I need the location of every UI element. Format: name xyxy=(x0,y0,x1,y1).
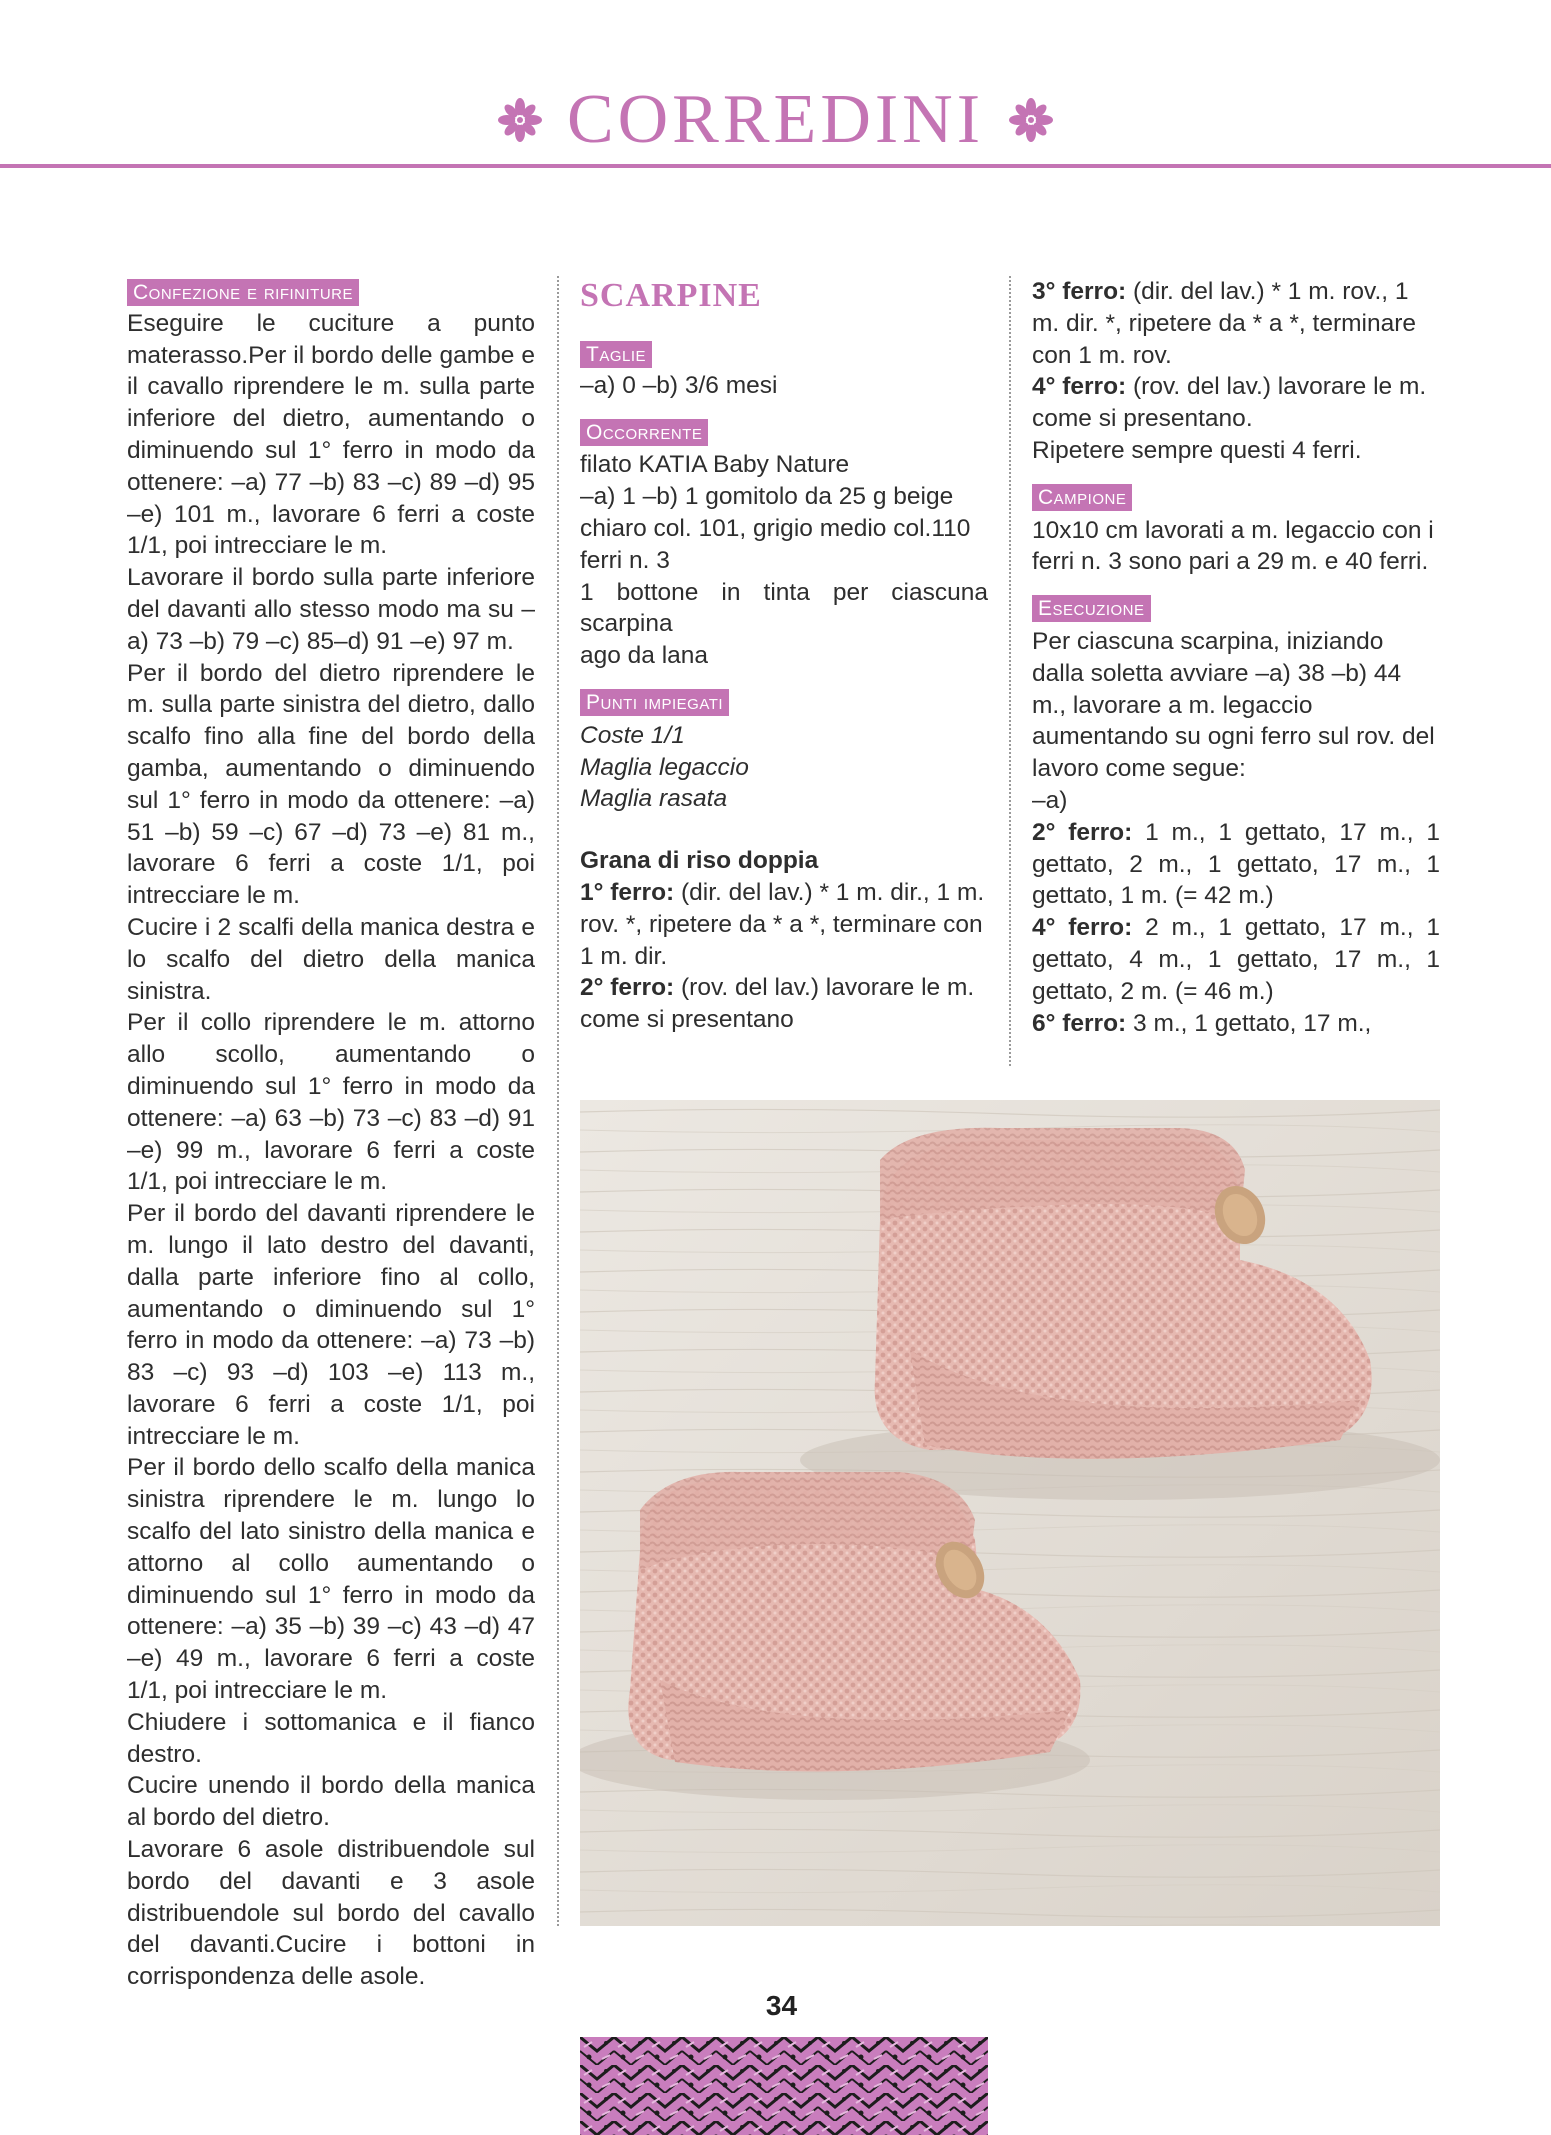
paragraph: Chiudere i sottomanica e il fianco destro. xyxy=(127,1708,535,1768)
row-text: 3 m., 1 gettato, 17 m., xyxy=(1126,1009,1372,1037)
decorative-pattern xyxy=(580,2037,988,2135)
section-label-occorrente: Occorrente xyxy=(580,419,708,446)
materials-line: filato KATIA Baby Nature xyxy=(580,451,850,479)
paragraph: Lavorare il bordo sulla parte inferiore del davanti allo stesso modo ma su –a) 73 –b) 79 –c) 85–d) 91 –e) 97 m. xyxy=(127,564,535,655)
paragraph: Per il bordo del davanti riprendere le m. lungo il lato destro del davanti, dalla parte inferiore fino al collo, aumentando o diminuendo sul 1° ferro in modo da ottenere: –a) 73 –b) 83 –c) 93 –d) 103 –e) 113 m., lavorare 6 ferri a coste 1/1, poi intrecciare le m. xyxy=(127,1200,535,1450)
size-marker: –a) xyxy=(1032,786,1068,814)
stitch-item: Maglia legaccio xyxy=(580,753,749,781)
paragraph: Per il bordo dello scalfo della manica sinistra riprendere le m. lungo lo scalfo del lato sinistro della manica e attorno al collo aumentando o diminuendo sul 1° ferro in modo da ottenere: –a) 35 –b) 39 –c) 43 –d) 47 –e) 49 m., lavorare 6 ferri a coste 1/1, poi intrecciare le m. xyxy=(127,1454,535,1705)
row-label: 4° ferro: xyxy=(1032,373,1127,401)
section-label-esecuzione: Esecuzione xyxy=(1032,595,1151,622)
section-title-scarpine: SCARPINE xyxy=(580,277,762,314)
materials-line: 1 bottone in tinta per ciascuna scarpina xyxy=(580,578,988,638)
page-header xyxy=(0,80,1551,160)
column-separator xyxy=(1009,276,1011,1066)
row-label: 6° ferro: xyxy=(1032,1009,1127,1037)
execution-intro: Per ciascuna scarpina, iniziando dalla soletta avviare –a) 38 –b) 44 m., lavorare a m. legaccio aumentando su ogni ferro sul rov. del lavoro come segue: xyxy=(1032,627,1435,783)
finishing-column xyxy=(127,276,535,1993)
row-instruction xyxy=(1032,1008,1440,1040)
paragraph: Per il collo riprendere le m. attorno allo scollo, aumentando o diminuendo sul 1° ferro in modo da ottenere: –a) 63 –b) 73 –c) 83 –d) 91 –e) 99 m., lavorare 6 ferri a coste 1/1, poi intrecciare le m. xyxy=(127,1009,535,1196)
row-text: (dir. del lav.) * 1 m. dir., 1 m. rov. *, ripetere da * a *, terminare con 1 m. dir. xyxy=(580,878,985,970)
flower-ornament-icon xyxy=(1009,98,1053,142)
section-label-campione: Campione xyxy=(1032,484,1132,511)
repeat-note: Ripetere sempre questi 4 ferri. xyxy=(1032,436,1362,464)
instructions-column xyxy=(1032,276,1440,1039)
materials-line: ago da lana xyxy=(580,642,709,670)
row-instruction xyxy=(580,972,988,1036)
page-number: 34 xyxy=(765,1990,798,2021)
row-text: (dir. del lav.) * 1 m. rov., 1 m. dir. *, ripetere da * a *, terminare con 1 m. rov. xyxy=(1032,278,1416,369)
column-separator xyxy=(557,276,559,1926)
paragraph: Lavorare 6 asole distribuendole sul bordo del davanti e 3 asole distribuendole sul bordo del cavallo del davanti.Cucire i bottoni in corrispondenza delle asole. xyxy=(127,1836,535,1991)
section-label-taglie: Taglie xyxy=(580,341,652,368)
row-text: 2 m., 1 gettato, 17 m., 1 gettato, 4 m., 1 gettato, 17 m., 1 gettato, 2 m. (= 46 m.) xyxy=(1032,914,1440,1005)
row-instruction xyxy=(1032,276,1440,371)
row-instruction xyxy=(1032,371,1440,435)
section-label-confezione: Confezione e rifiniture xyxy=(127,279,359,306)
row-label: 1° ferro: xyxy=(580,878,675,906)
row-instruction xyxy=(580,877,988,972)
stitch-item: Maglia rasata xyxy=(580,785,728,813)
row-label: 3° ferro: xyxy=(1032,278,1127,305)
row-text: 1 m., 1 gettato, 17 m., 1 gettato, 2 m., 1 gettato, 17 m., 1 gettato, 1 m. (= 42 m.) xyxy=(1032,818,1440,910)
paragraph: Eseguire le cuciture a punto materasso.Per il bordo delle gambe e il cavallo riprendere le m. sulla parte inferiore del dietro, aumentando o diminuendo sul 1° ferro in modo da ottenere: –a) 77 –b) 83 –c) 89 –d) 95 –e) 101 m., lavorare 6 ferri a coste 1/1, poi intrecciare le m. xyxy=(127,309,535,560)
row-label: 4° ferro: xyxy=(1032,914,1133,942)
booties-photo xyxy=(580,1100,1440,1926)
row-label: 2° ferro: xyxy=(1032,818,1133,846)
paragraph: Cucire unendo il bordo della manica al bordo del dietro. xyxy=(127,1772,535,1832)
materials-line: –a) 1 –b) 1 gomitolo da 25 g beige chiaro col. 101, grigio medio col.110 xyxy=(580,483,971,542)
row-instruction xyxy=(1032,817,1440,912)
row-label: 2° ferro: xyxy=(580,974,675,1002)
paragraph: Cucire i 2 scalfi della manica destra e lo scalfo del dietro della manica sinistra. xyxy=(127,913,535,1005)
stitch-title-grana: Grana di riso doppia xyxy=(580,847,819,875)
scarpine-column xyxy=(580,276,988,1036)
page-title: CORREDINI xyxy=(566,81,985,158)
gauge-text: 10x10 cm lavorati a m. legaccio con i ferri n. 3 sono pari a 29 m. e 40 ferri. xyxy=(1032,516,1434,576)
stitch-item: Coste 1/1 xyxy=(580,721,685,749)
row-text: (rov. del lav.) lavorare le m. come si presentano. xyxy=(1032,373,1427,433)
materials-line: ferri n. 3 xyxy=(580,546,670,574)
paragraph: Per il bordo del dietro riprendere le m. sulla parte sinistra del dietro, dallo scalfo fino alla fine del bordo della gamba, aumentando o diminuendo sul 1° ferro in modo da ottenere: –a) 51 –b) 59 –c) 67 –d) 73 –e) 81 m., lavorare 6 ferri a coste 1/1, poi intrecciare le m. xyxy=(127,659,535,910)
row-text: (rov. del lav.) lavorare le m. come si presentano xyxy=(580,974,975,1034)
section-label-punti: Punti impiegati xyxy=(580,689,729,716)
row-instruction xyxy=(1032,912,1440,1007)
header-divider xyxy=(0,164,1551,168)
sizes-text: –a) 0 –b) 3/6 mesi xyxy=(580,371,778,399)
flower-ornament-icon xyxy=(498,98,542,142)
